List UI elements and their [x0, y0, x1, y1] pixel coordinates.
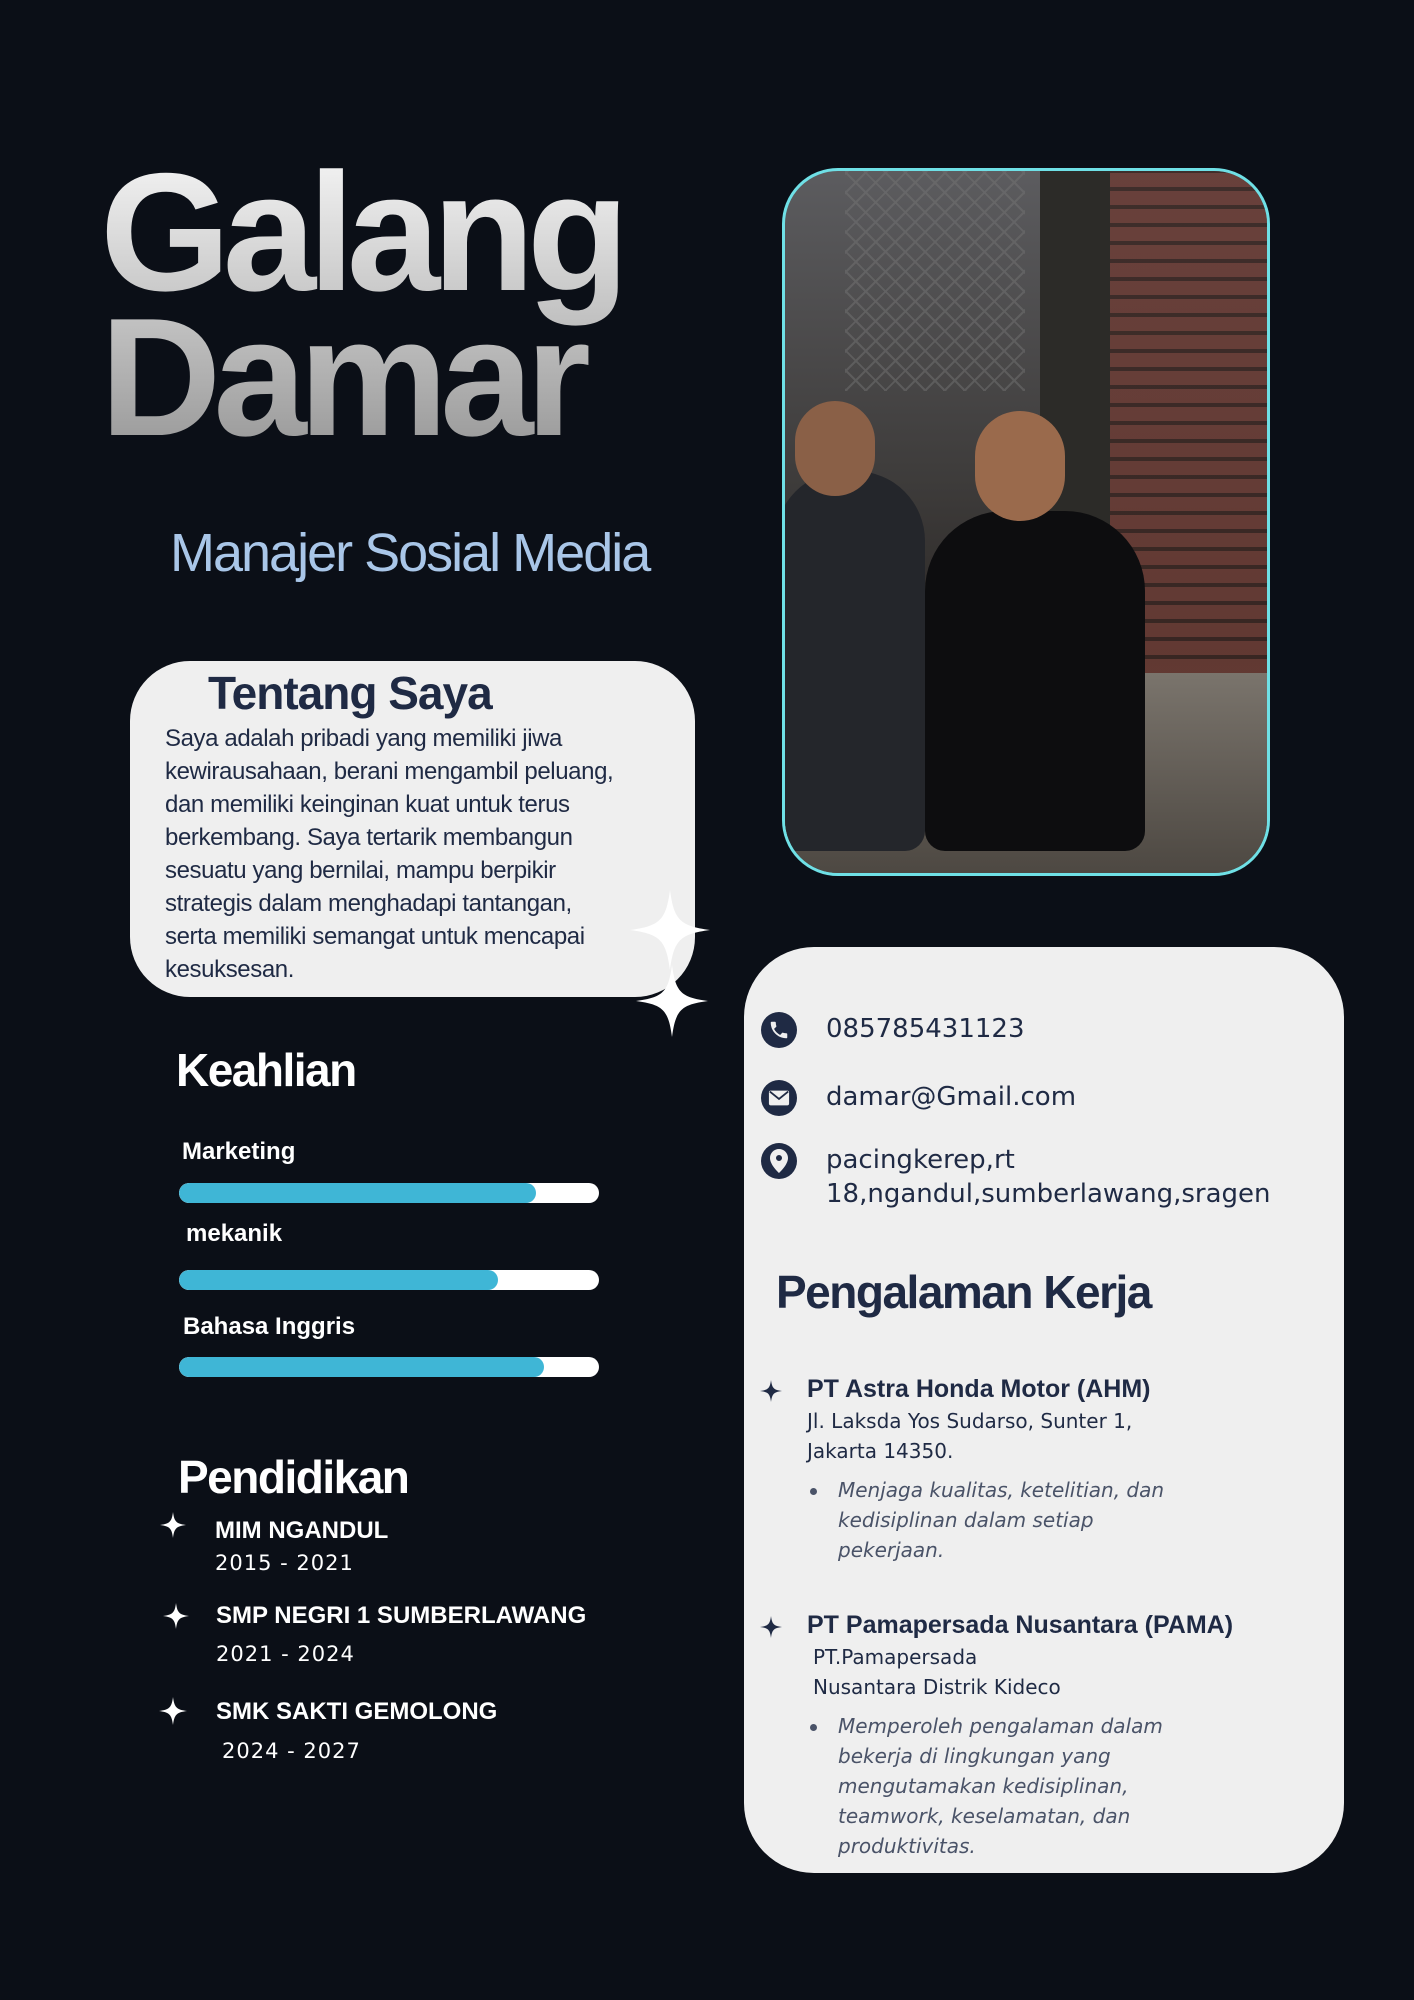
job-description-line: pekerjaan.: [838, 1538, 945, 1562]
sparkle-icon: [760, 1380, 782, 1402]
job-description-line: kedisiplinan dalam setiap: [838, 1508, 1094, 1532]
skill-bar-fill: [179, 1357, 544, 1377]
contact-email: damar@Gmail.com: [826, 1082, 1077, 1112]
skill-bar: [179, 1357, 599, 1377]
job-description-line: Memperoleh pengalaman dalam: [838, 1714, 1163, 1738]
job-address-line2: Nusantara Distrik Kideco: [813, 1675, 1061, 1699]
first-name: Galang: [100, 138, 622, 326]
job-role: Manajer Sosial Media: [170, 523, 650, 583]
job-address-line2: Jakarta 14350.: [807, 1439, 954, 1463]
job-company: PT Pamapersada Nusantara (PAMA): [807, 1611, 1234, 1639]
sparkle-icon: [760, 1616, 782, 1638]
contact-phone: 085785431123: [826, 1014, 1025, 1044]
skill-bar: [179, 1270, 599, 1290]
job-description-line: produktivitas.: [838, 1834, 976, 1858]
skill-bar: [179, 1183, 599, 1203]
sparkle-icon: [636, 965, 708, 1037]
phone-icon: [761, 1012, 797, 1048]
job-company: PT Astra Honda Motor (AHM): [807, 1375, 1151, 1403]
experience-title: Pengalaman Kerja: [776, 1266, 1151, 1318]
education-school: MIM NGANDUL: [215, 1517, 389, 1544]
contact-address-line2: 18,ngandul,sumberlawang,sragen: [826, 1179, 1271, 1209]
name-heading: [100, 138, 622, 471]
skills-title: Keahlian: [176, 1044, 356, 1096]
job-description: [838, 1475, 1164, 1565]
sparkle-icon: [159, 1697, 187, 1725]
skill-bar-fill: [179, 1183, 536, 1203]
contact-address-line1: pacingkerep,rt: [826, 1145, 1015, 1175]
sparkle-icon: [163, 1603, 189, 1629]
job-description-line: bekerja di lingkungan yang: [838, 1744, 1111, 1768]
job-address-line1: Jl. Laksda Yos Sudarso, Sunter 1,: [807, 1409, 1133, 1433]
job-description-line: Menjaga kualitas, ketelitian, dan: [838, 1478, 1165, 1502]
about-title: Tentang Saya: [208, 667, 492, 719]
education-school: SMP NEGRI 1 SUMBERLAWANG: [216, 1602, 587, 1629]
last-name: Damar: [100, 283, 583, 471]
job-address: [813, 1642, 1061, 1702]
profile-photo: [782, 168, 1270, 876]
photo-person-right: [925, 511, 1145, 851]
education-school: SMK SAKTI GEMOLONG: [216, 1698, 498, 1725]
sparkle-icon: [160, 1512, 186, 1538]
education-years: 2024 - 2027: [222, 1739, 361, 1763]
education-years: 2021 - 2024: [216, 1642, 355, 1666]
skill-bar-fill: [179, 1270, 498, 1290]
mail-icon: [761, 1080, 797, 1116]
education-title: Pendidikan: [178, 1451, 409, 1503]
location-pin-icon: [761, 1143, 797, 1179]
photo-net: [845, 171, 1025, 391]
photo-head-right: [975, 411, 1065, 521]
job-address: [807, 1406, 1227, 1466]
skill-label: Marketing: [182, 1138, 296, 1165]
job-description: [838, 1711, 1163, 1861]
photo-head-left: [795, 401, 875, 496]
skill-label: mekanik: [186, 1220, 283, 1247]
photo-person-left: [782, 471, 925, 851]
education-years: 2015 - 2021: [215, 1551, 354, 1575]
sparkle-icon: [630, 890, 710, 970]
job-description-line: mengutamakan kedisiplinan,: [838, 1774, 1129, 1798]
bullet-dot: [810, 1488, 817, 1495]
job-description-line: teamwork, keselamatan, dan: [838, 1804, 1131, 1828]
bullet-dot: [810, 1724, 817, 1731]
about-text: Saya adalah pribadi yang memiliki jiwa kewirausahaan, berani mengambil peluang, dan memiliki keinginan kuat untuk terus berkembang. Saya tertarik membangun sesuatu yang bernilai, mampu berpikir strategis dalam menghadapi tantangan, serta memiliki semangat untuk mencapai kesuksesan.: [165, 725, 614, 983]
about-card: [130, 661, 695, 997]
job-address-line1: PT.Pamapersada: [813, 1645, 978, 1669]
contact-address: [826, 1143, 1271, 1211]
skill-label: Bahasa Inggris: [183, 1313, 356, 1340]
